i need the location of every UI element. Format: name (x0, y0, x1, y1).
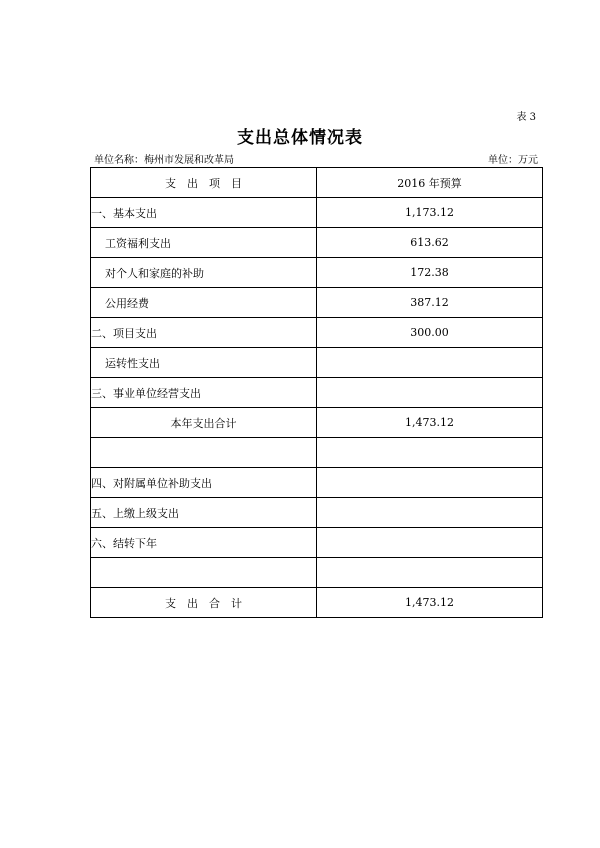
table-number: 表 3 (516, 112, 536, 123)
table-row (91, 528, 543, 558)
row-item: 运转性支出 (91, 348, 317, 378)
unit-measure: 单位：万元 (488, 155, 538, 166)
row-item: 三、事业单位经营支出 (91, 378, 317, 408)
row-item: 本年支出合计 (91, 408, 317, 438)
row-item: 工资福利支出 (91, 228, 317, 258)
meta-row (94, 151, 538, 166)
row-item (91, 438, 317, 468)
row-item: 五、上缴上级支出 (91, 498, 317, 528)
row-amount (317, 378, 543, 408)
expenditure-table (90, 167, 543, 618)
unit-name: 单位名称：梅州市发展和改革局 (94, 155, 234, 166)
row-item: 支 出 合 计 (91, 588, 317, 618)
table-row-empty (91, 558, 543, 588)
row-amount (317, 558, 543, 588)
table-row (91, 378, 543, 408)
row-amount: 1,173.12 (317, 198, 543, 228)
row-item: 公用经费 (91, 288, 317, 318)
row-amount (317, 498, 543, 528)
table-row (91, 258, 543, 288)
row-item: 二、项目支出 (91, 318, 317, 348)
table-row (91, 228, 543, 258)
table-row (91, 498, 543, 528)
row-item: 六、结转下年 (91, 528, 317, 558)
row-amount (317, 528, 543, 558)
table-row (91, 468, 543, 498)
header-row (91, 168, 543, 198)
table-row (91, 348, 543, 378)
table-row-subtotal (91, 408, 543, 438)
header-amount: 2016 年预算 (317, 168, 543, 198)
table-row-empty (91, 438, 543, 468)
row-item: 四、对附属单位补助支出 (91, 468, 317, 498)
row-amount: 613.62 (317, 228, 543, 258)
row-amount (317, 348, 543, 378)
row-item (91, 558, 317, 588)
table-row (91, 318, 543, 348)
header-item: 支 出 项 目 (91, 168, 317, 198)
table-row-grand-total (91, 588, 543, 618)
row-amount: 300.00 (317, 318, 543, 348)
table-row (91, 288, 543, 318)
row-amount (317, 438, 543, 468)
row-item: 一、基本支出 (91, 198, 317, 228)
row-amount: 1,473.12 (317, 588, 543, 618)
row-item: 对个人和家庭的补助 (91, 258, 317, 288)
row-amount (317, 468, 543, 498)
row-amount: 387.12 (317, 288, 543, 318)
document-title: 支出总体情况表 (237, 128, 363, 148)
table-row (91, 198, 543, 228)
row-amount: 172.38 (317, 258, 543, 288)
row-amount: 1,473.12 (317, 408, 543, 438)
